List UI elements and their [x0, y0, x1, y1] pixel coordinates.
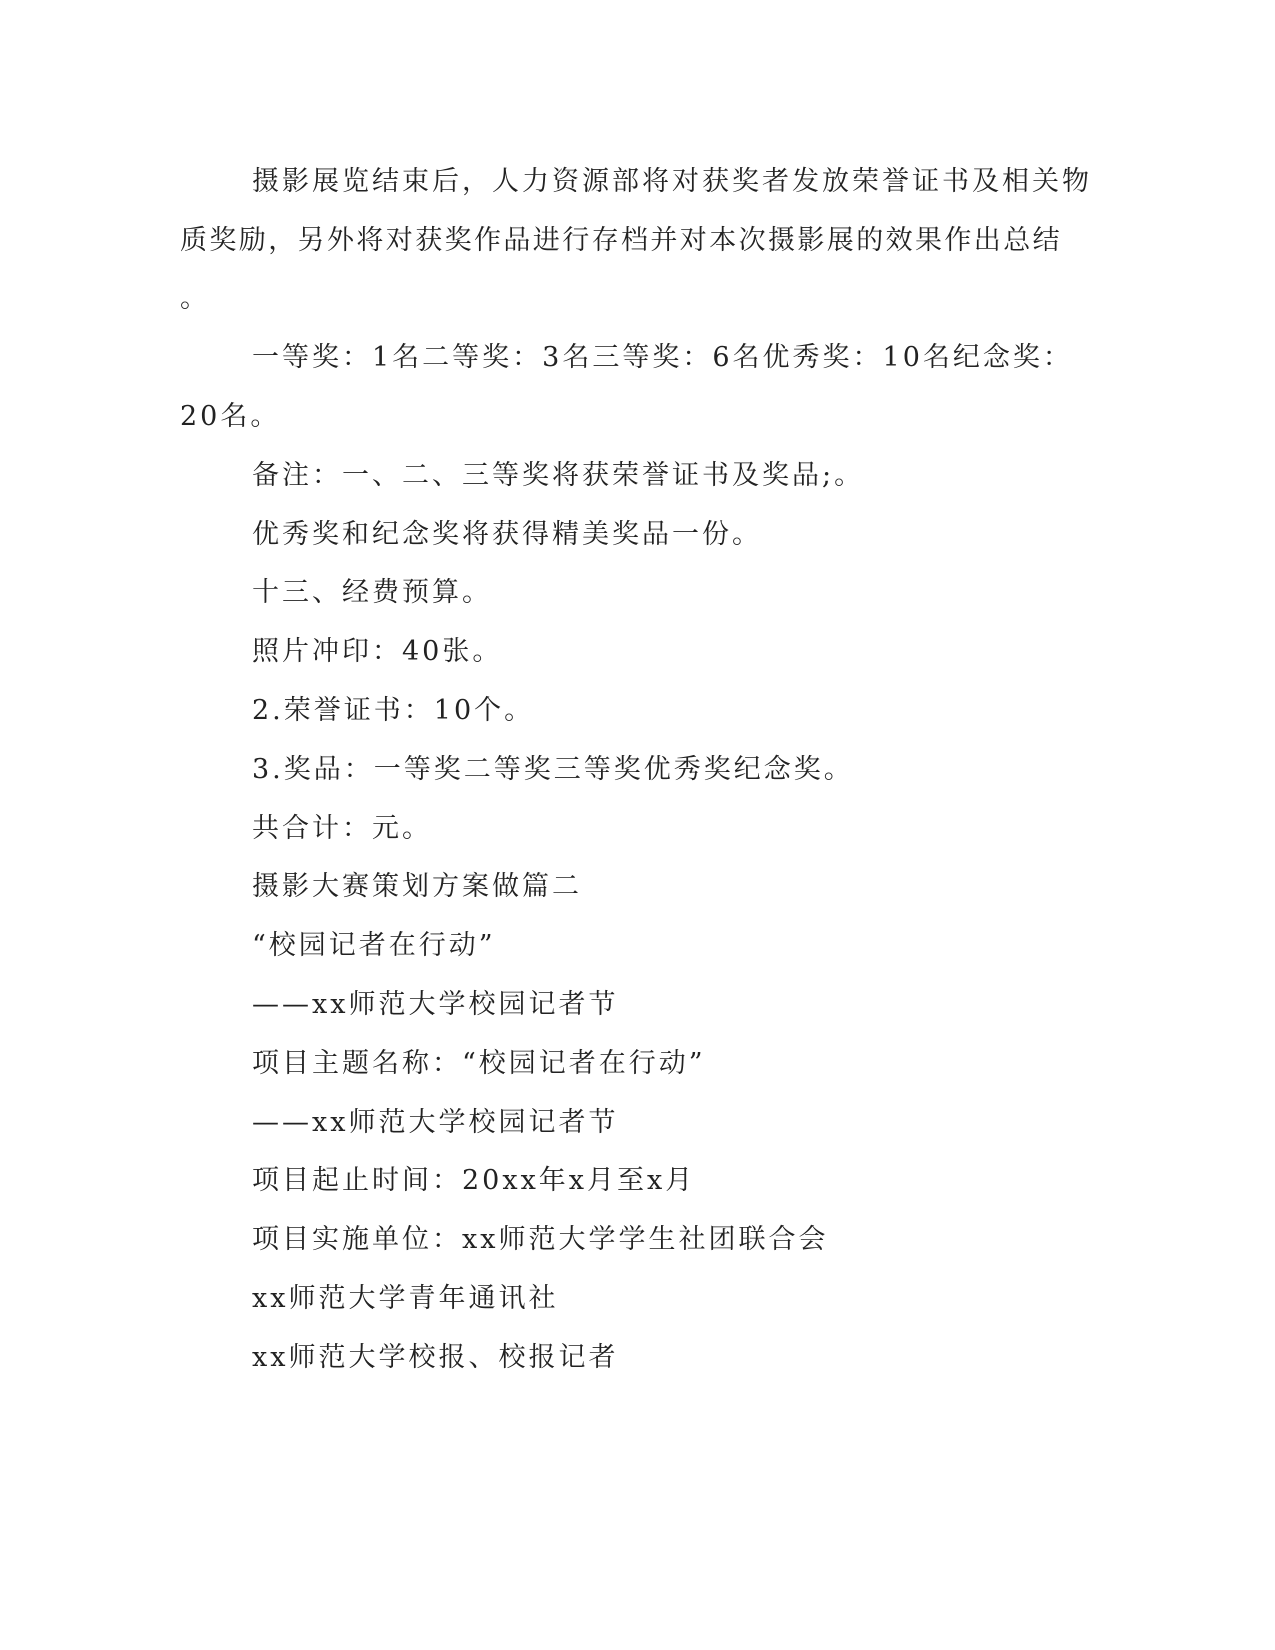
paragraph-line: 项目起止时间：20xx年x月至x月 [252, 1165, 696, 1196]
paragraph-line: 摄影展览结束后，人力资源部将对获奖者发放荣誉证书及相关物 [252, 166, 1092, 197]
paragraph-line: 备注：一、二、三等奖将获荣誉证书及奖品;。 [252, 460, 865, 491]
paragraph-line: ——xx师范大学校园记者节 [252, 989, 619, 1020]
section-heading: 摄影大赛策划方案做篇二 [252, 871, 582, 902]
paragraph-line: 3.奖品：一等奖二等奖三等奖优秀奖纪念奖。 [252, 754, 854, 785]
paragraph-line: 20名。 [180, 401, 281, 432]
paragraph-line: 共合计：元。 [252, 813, 432, 844]
paragraph-line: 照片冲印：40张。 [252, 636, 503, 667]
paragraph-line: “校园记者在行动” [252, 930, 496, 961]
paragraph-line: 2.荣誉证书：10个。 [252, 695, 535, 726]
paragraph-line: 一等奖：1名二等奖：3名三等奖：6名优秀奖：10名纪念奖： [252, 342, 1073, 373]
paragraph-line: 项目实施单位：xx师范大学学生社团联合会 [252, 1224, 829, 1255]
paragraph-line: ——xx师范大学校园记者节 [252, 1107, 619, 1138]
paragraph-line: xx师范大学青年通讯社 [252, 1283, 559, 1314]
paragraph-line: 优秀奖和纪念奖将获得精美奖品一份。 [252, 519, 762, 550]
paragraph-line: 项目主题名称：“校园记者在行动” [252, 1048, 706, 1079]
paragraph-line: 。 [180, 283, 210, 314]
paragraph-line: 质奖励，另外将对获奖作品进行存档并对本次摄影展的效果作出总结 [180, 225, 1062, 256]
paragraph-line: xx师范大学校报、校报记者 [252, 1342, 619, 1373]
section-heading: 十三、经费预算。 [252, 577, 492, 608]
